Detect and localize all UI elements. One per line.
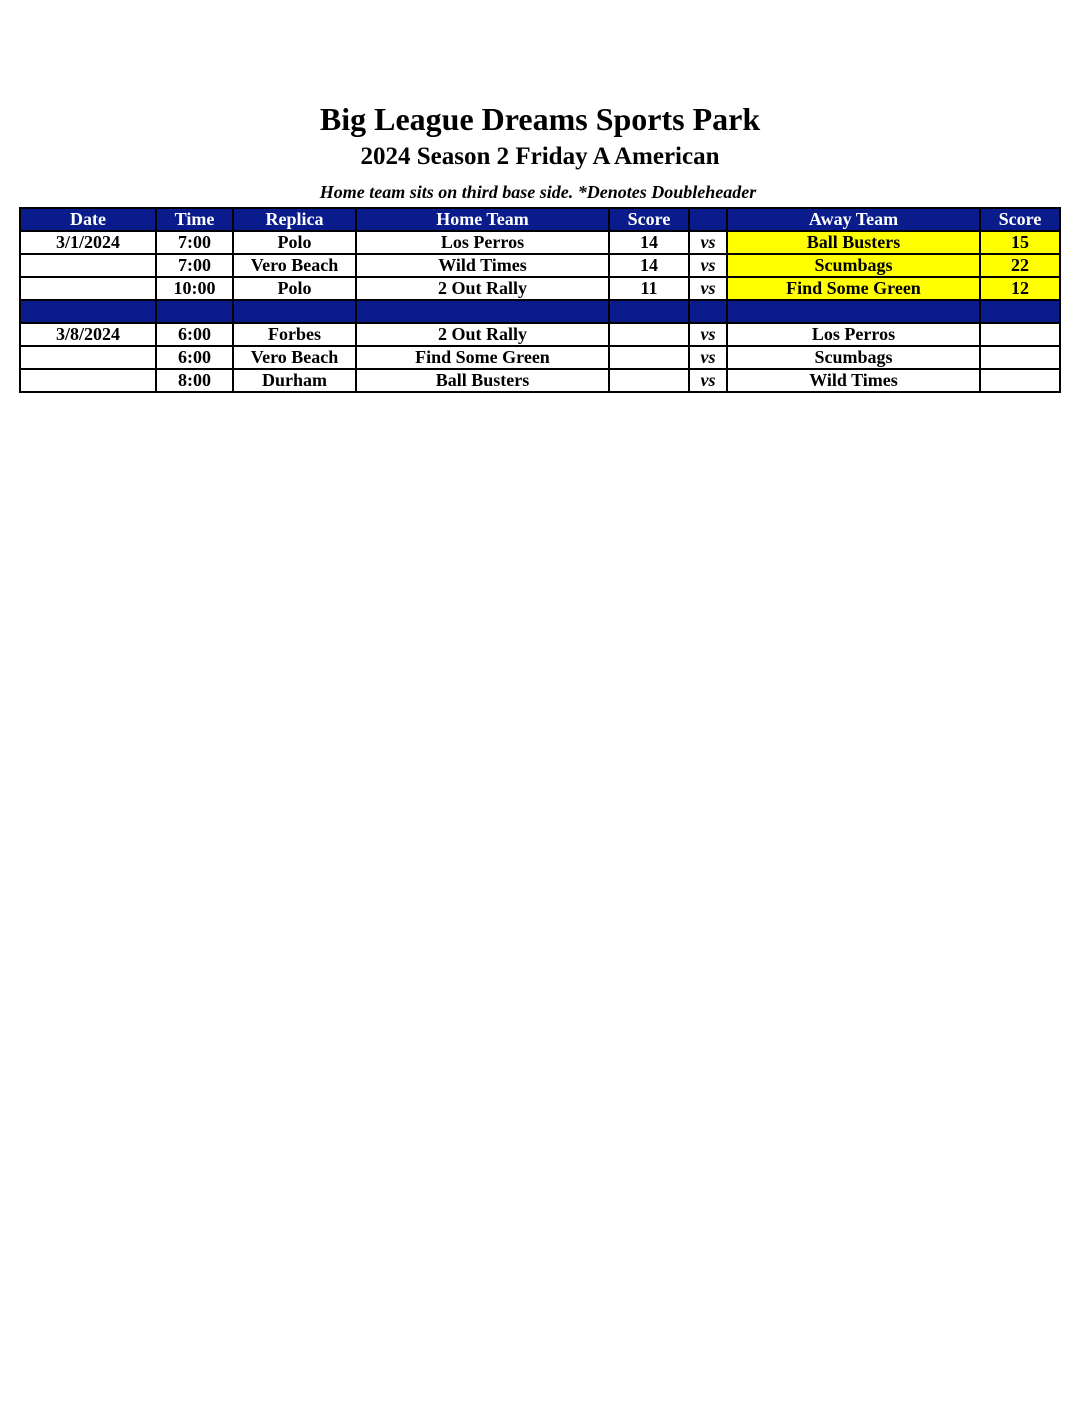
table-row [20,346,1060,369]
home-score-cell [609,323,689,346]
replica-cell: Durham [233,369,356,392]
home-score-cell [609,346,689,369]
column-header-date: Date [20,208,156,231]
page-subtitle: 2024 Season 2 Friday A American [360,143,720,170]
away-team-cell: Scumbags [727,254,980,277]
away-score-cell [980,346,1060,369]
separator-cell [609,300,689,323]
separator-cell [20,300,156,323]
column-header-home-team: Home Team [356,208,609,231]
replica-cell: Vero Beach [233,254,356,277]
vs-cell: vs [689,277,727,300]
vs-cell: vs [689,323,727,346]
replica-cell: Vero Beach [233,346,356,369]
home-score-cell [609,369,689,392]
away-team-cell: Find Some Green [727,277,980,300]
away-score-cell [980,369,1060,392]
table-row [20,254,1060,277]
away-team-cell: Scumbags [727,346,980,369]
home-team-cell: 2 Out Rally [356,323,609,346]
separator-cell [980,300,1060,323]
table-row [20,369,1060,392]
table-header-row [20,208,1060,231]
table-row [20,231,1060,254]
home-team-cell: Wild Times [356,254,609,277]
home-score-cell: 14 [609,231,689,254]
column-header-away-score: Score [980,208,1060,231]
date-cell: 3/1/2024 [20,231,156,254]
page-title: Big League Dreams Sports Park [319,101,761,137]
date-cell [20,254,156,277]
separator-cell [727,300,980,323]
time-cell: 7:00 [156,231,233,254]
home-team-cell: 2 Out Rally [356,277,609,300]
doubleheader-note: Home team sits on third base side. *Denotes Doubleheader [319,182,757,202]
time-cell: 6:00 [156,323,233,346]
away-score-cell: 22 [980,254,1060,277]
home-team-cell: Ball Busters [356,369,609,392]
week-separator-row [20,300,1060,323]
home-team-cell: Los Perros [356,231,609,254]
time-cell: 6:00 [156,346,233,369]
column-header-vs [689,208,727,231]
away-team-cell: Wild Times [727,369,980,392]
date-cell [20,369,156,392]
column-header-home-score: Score [609,208,689,231]
table-row [20,277,1060,300]
column-header-away-team: Away Team [727,208,980,231]
vs-cell: vs [689,346,727,369]
date-cell [20,277,156,300]
away-team-cell: Los Perros [727,323,980,346]
home-score-cell: 14 [609,254,689,277]
schedule-table [19,207,1061,393]
separator-cell [156,300,233,323]
vs-cell: vs [689,254,727,277]
away-score-cell: 12 [980,277,1060,300]
home-team-cell: Find Some Green [356,346,609,369]
date-cell [20,346,156,369]
replica-cell: Polo [233,277,356,300]
away-score-cell [980,323,1060,346]
column-header-replica: Replica [233,208,356,231]
vs-cell: vs [689,369,727,392]
replica-cell: Polo [233,231,356,254]
table-row [20,323,1060,346]
separator-cell [233,300,356,323]
replica-cell: Forbes [233,323,356,346]
vs-cell: vs [689,231,727,254]
time-cell: 10:00 [156,277,233,300]
column-header-time: Time [156,208,233,231]
separator-cell [356,300,609,323]
away-team-cell: Ball Busters [727,231,980,254]
away-score-cell: 15 [980,231,1060,254]
date-cell: 3/8/2024 [20,323,156,346]
time-cell: 7:00 [156,254,233,277]
home-score-cell: 11 [609,277,689,300]
time-cell: 8:00 [156,369,233,392]
separator-cell [689,300,727,323]
